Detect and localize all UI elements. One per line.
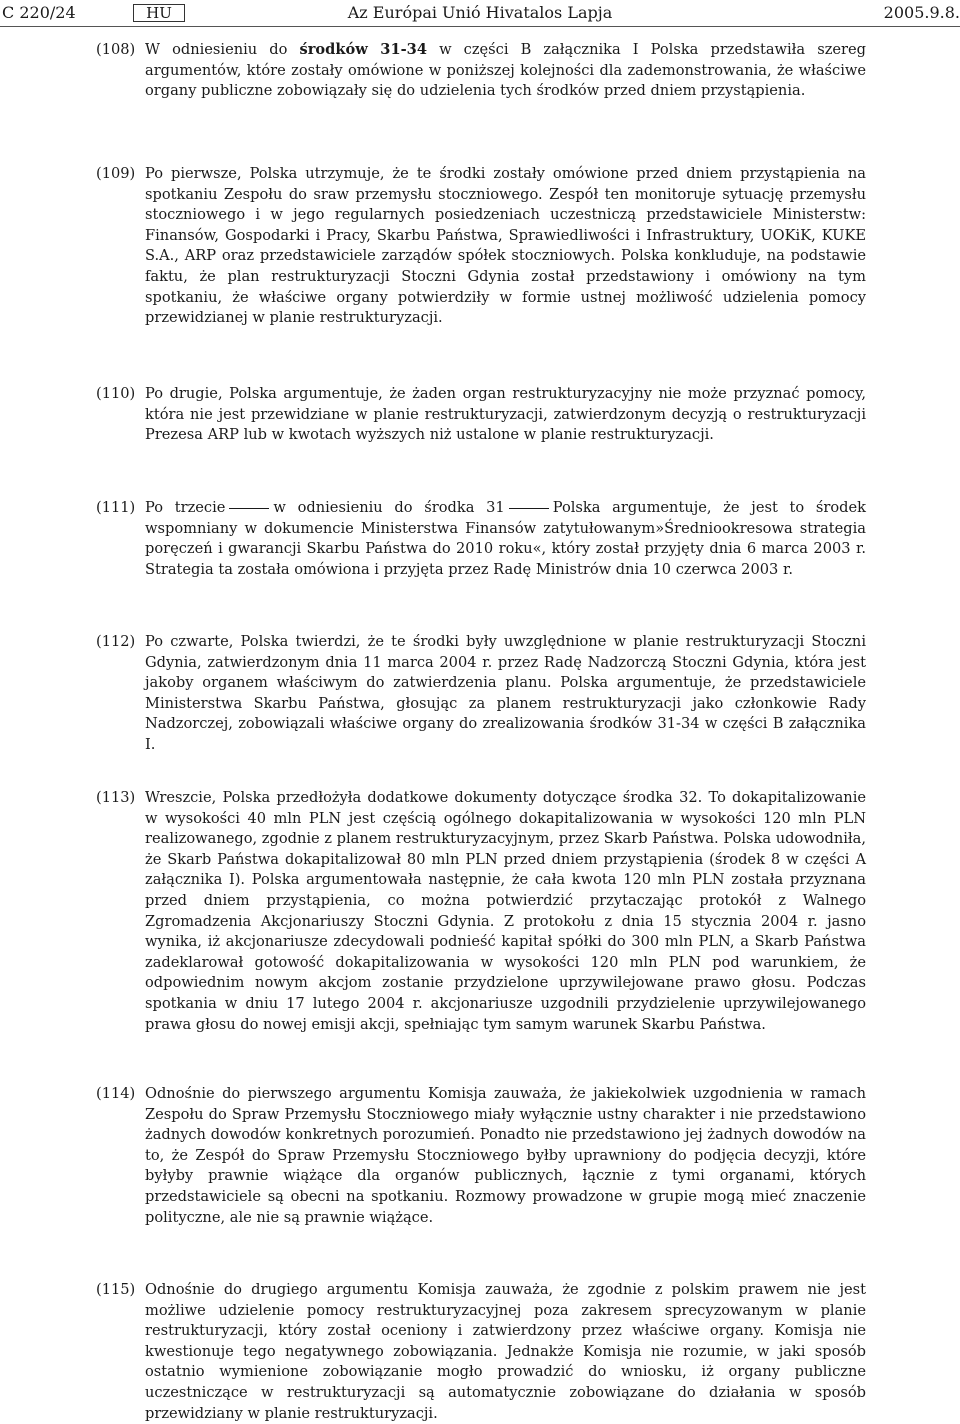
em-dash	[509, 508, 549, 509]
paragraph-text: Odnośnie do drugiego argumentu Komisja zauważa, że zgodnie z polskim prawem nie jest możliwe udzielenie pomocy restrukturyzacyjnej poza zakresem sprecyzowanym w planie restrukturyzacji, który został oceniony i zatwierdzony przez właściwe organy. Komisja nie kwestionuje tego negatywnego zobowiązania. Jednakże Komisja nie rozumie, w jaki sposób ostatnio wymienione zobowiązanie mogło prowadzić do wniosku, iż organy publiczne uczestniczące w restrukturyzacji są automatycznie zobowiązane do działania w sposób przewidziany w planie restrukturyzacji.	[145, 1281, 866, 1422]
journal-title: Az Európai Unió Hivatalos Lapja	[347, 3, 613, 22]
paragraph-111	[96, 498, 866, 580]
paragraph-number: (114)	[96, 1085, 136, 1102]
paragraph-110	[96, 384, 866, 446]
paragraph-text: Wreszcie, Polska przedłożyła dodatkowe dokumenty dotyczące środka 32. To dokapitalizowanie w wysokości 40 mln PLN jest częścią ogólnego dokapitalizowania w wysokości 120 mln PLN realizowanego, zgodnie z planem restrukturyzacyjnym, przez Skarb Państwa. Polska udowodniła, że Skarb Państwa dokapitalizował 80 mln PLN przed dniem przystąpienia (środek 8 w części A załącznika I). Polska argumentowała następnie, że cała kwota 120 mln PLN została przyznana przed dniem przystąpienia, co można potwierdzić przytaczając protokół z Walnego Zgromadzenia Akcjonariuszy Stoczni Gdynia. Z protokołu z dnia 15 stycznia 2004 r. jasno wynika, iż akcjonariusze zdecydowali podnieść kapitał spółki do 300 mln PLN, a Skarb Państwa zadeklarował gotowość dokapitalizowania w wysokości 120 mln PLN pod warunkiem, że odpowiednim nowym akcjom zostanie przydzielone uprzywilejowane prawo głosu. Podczas spotkania w dniu 17 lutego 2004 r. akcjonariusze uzgodnili przydzielenie uprzywilejowanego prawa głosu do nowej emisji akcji, spełniając tym samym warunek Skarbu Państwa.	[145, 789, 866, 1033]
paragraph-lead: W odniesieniu do	[145, 41, 300, 58]
paragraph-number: (111)	[96, 499, 136, 516]
em-dash	[229, 508, 269, 509]
paragraph-text	[145, 498, 866, 580]
paragraph-109	[96, 164, 866, 329]
paragraph-text: Po czwarte, Polska twierdzi, że te środki były uwzględnione w planie restrukturyzacji Stoczni Gdynia, zatwierdzonym dnia 11 marca 2004 r. przez Radę Nadzorczą Stoczni Gdynia, która jest jakoby organem właściwym do zatwierdzenia planu. Polska argumentuje, że przedstawiciele Ministerstwa Skarbu Państwa, głosując za planem restrukturyzacji jako członkowie Rady Nadzorczej, zobowiązali właściwe organy do zrealizowania środków 31-34 w części B załącznika I.	[145, 633, 866, 753]
paragraph-lead: Po trzecie	[145, 499, 226, 516]
paragraph-number: (110)	[96, 385, 136, 402]
paragraph-text: Odnośnie do pierwszego argumentu Komisja zauważa, że jakiekolwiek uzgodnienia w ramach Zespołu do Spraw Przemysłu Stoczniowego miały wyłącznie ustny charakter i nie przedstawiono żadnych dowodów konkretnych porozumień. Ponadto nie przedstawiono jej żadnych dowodów na to, że Zespół do Spraw Przemysłu Stoczniowego byłby uprawniony do podjęcia decyzji, które byłyby prawnie wiążące dla organów publicznych, łącznie z tymi organami, których przedstawiciele są obecni na spotkaniu. Rozmowy prowadzone w grupie mogą mieć znaczenie polityczne, ale nie są prawnie wiążące.	[145, 1085, 866, 1226]
paragraph-115	[96, 1280, 866, 1424]
paragraph-text: Po pierwsze, Polska utrzymuje, że te środki zostały omówione przed dniem przystąpienia na spotkaniu Zespołu do sraw przemysłu stoczniowego. Zespół ten monitoruje sytuację przemysłu stoczniowego i w jego regularnych posiedzeniach uczestniczą przedstawiciele Ministerstw: Finansów, Gospodarki i Pracy, Skarbu Państwa, Sprawiedliwości i Infrastruktury, UOKiK, KUKE S.A., ARP oraz przedstawiciele zarządów spółek stoczniowych. Polska konkluduje, na podstawie faktu, że plan restrukturyzacji Stoczni Gdynia został przedstawiony i omówiony na tym spotkaniu, że właściwe organy potwierdziły w formie ustnej możliwość udzielenia pomocy przewidzianej w planie restrukturyzacji.	[145, 165, 866, 327]
page-header	[0, 0, 960, 27]
publication-date: 2005.9.8.	[883, 3, 960, 22]
paragraph-number: (113)	[96, 789, 136, 806]
paragraph-number: (108)	[96, 41, 136, 58]
paragraph-114	[96, 1084, 866, 1228]
page-reference: C 220/24	[2, 3, 76, 22]
paragraph-113	[96, 788, 866, 1035]
paragraph-mid: w odniesieniu do środka 31	[273, 499, 505, 516]
paragraph-112	[96, 632, 866, 756]
paragraph-number: (115)	[96, 1281, 136, 1298]
paragraph-number: (112)	[96, 633, 136, 650]
paragraph-rest: Polska argumentuje, że jest to środek wspomniany w dokumencie Ministerstwa Finansów zatytułowanym»Średniookresowa strategia poręczeń i gwarancji Skarbu Państwa do 2010 roku«, który został przyjęty dnia 6 marca 2003 r. Strategia ta została omówiona i przyjęta przez Radę Ministrów dnia 10 czerwca 2003 r.	[145, 499, 866, 578]
paragraph-text	[145, 40, 866, 102]
paragraph-bold-term: środków 31-34	[299, 41, 427, 58]
paragraph-text: Po drugie, Polska argumentuje, że żaden organ restrukturyzacyjny nie może przyznać pomocy, która nie jest przewidziane w planie restrukturyzacji, zatwierdzonym decyzją o restrukturyzacji Prezesa ARP lub w kwotach wyższych niż ustalone w planie restrukturyzacji.	[145, 385, 866, 444]
language-badge: HU	[133, 4, 185, 22]
paragraph-108	[96, 40, 866, 102]
paragraph-number: (109)	[96, 165, 136, 182]
paragraph-rest: w części B załącznika I Polska przedstawiła szereg argumentów, które zostały omówione w poniższej kolejności dla zademonstrowania, że właściwe organy publiczne zobowiązały się do udzielenia tych środków przed dniem przystąpienia.	[145, 41, 866, 100]
